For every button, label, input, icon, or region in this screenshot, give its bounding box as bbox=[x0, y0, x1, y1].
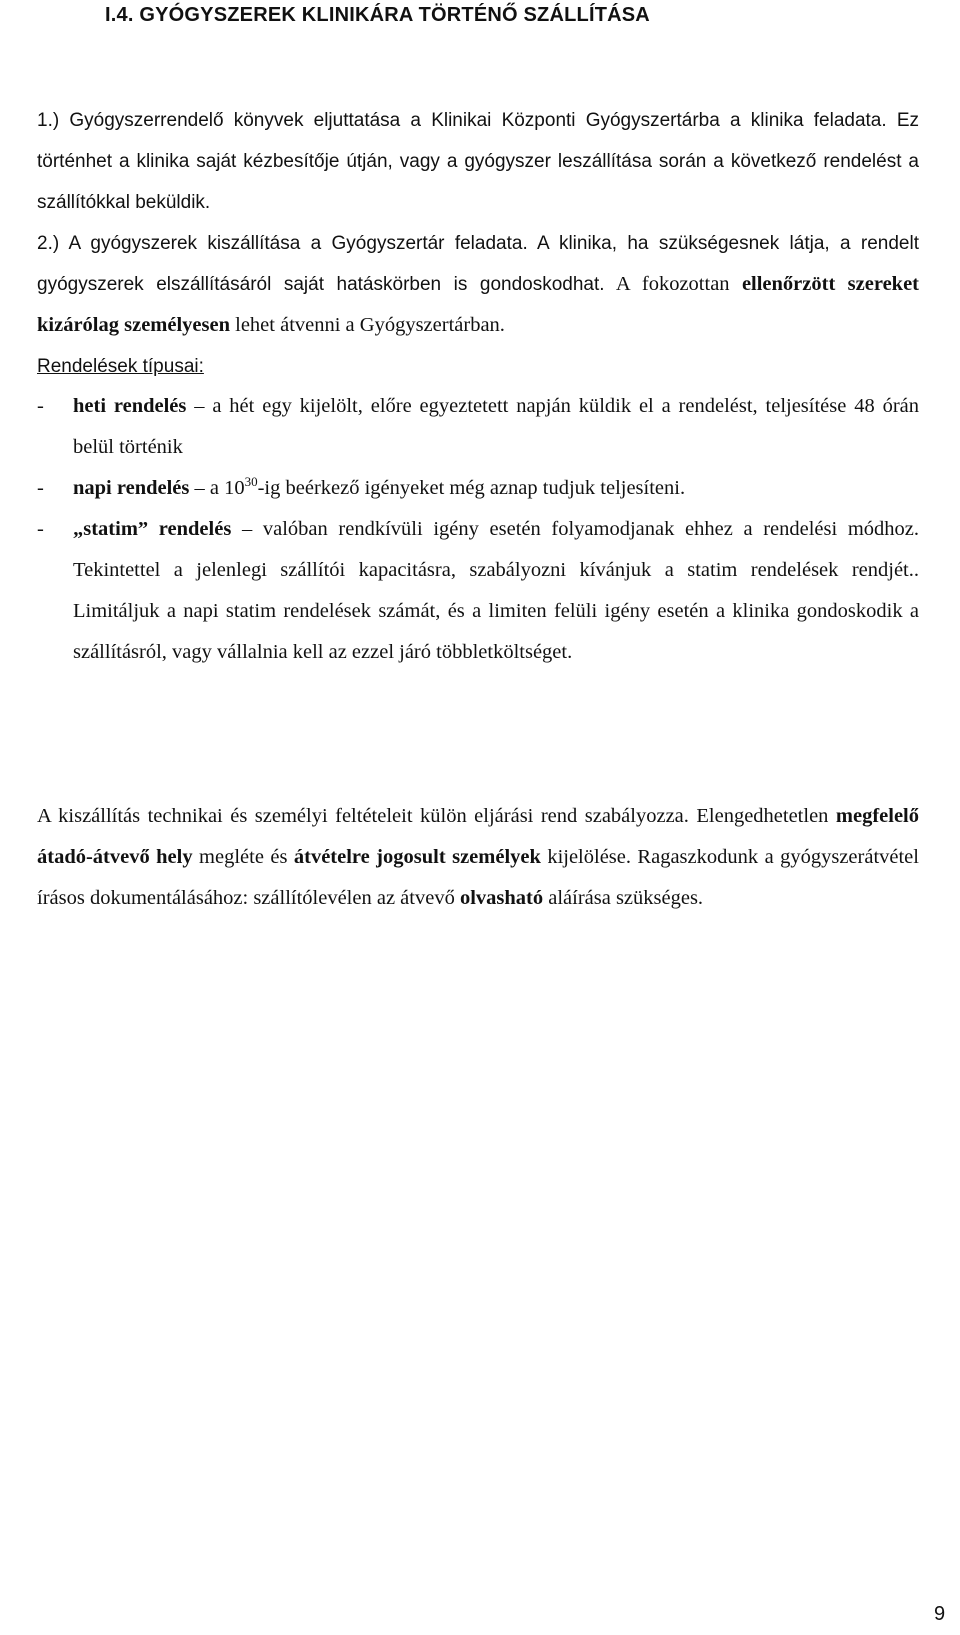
paragraph-3-bold-2: átvételre jogosult személyek bbox=[293, 846, 541, 868]
list-dash: - bbox=[37, 477, 44, 499]
list-item-daily-sup: 30 bbox=[244, 474, 258, 490]
paragraph-2-end: lehet átvenni a Gyógyszertárban. bbox=[230, 314, 505, 336]
list-item-statim-desc: – valóban rendkívüli igény esetén folyamodjanak ehhez a rendelési módhoz. Tekintettel a jelenlegi szállítói kapacitásra, szabályozni kívánjuk a statim rendelések rendjét.. Limitáljuk a napi statim rendelések számát, és a limiten felüli igény esetén a klinika gondoskodik a szállításról, vagy vállalnia kell az ezzel járó többletköltséget. bbox=[73, 518, 920, 663]
list-item-weekly bbox=[37, 386, 919, 468]
list-dash: - bbox=[37, 395, 44, 417]
list-item-daily-desc: -ig beérkező igényeket még aznap tudjuk teljesíteni. bbox=[257, 477, 686, 499]
section-heading: I.4. GYÓGYSZEREK KLINIKÁRA TÖRTÉNŐ SZÁLLÍTÁSA bbox=[105, 4, 650, 26]
paragraph-2-text bbox=[37, 223, 919, 346]
paragraph-2-bold-part: ellenőrzött szereket kizárólag személyesen bbox=[37, 273, 919, 336]
paragraph-1 bbox=[37, 100, 919, 223]
paragraph-3-part-2: megléte és bbox=[192, 846, 294, 868]
list-item-statim-bold: „statim” rendelés bbox=[73, 518, 232, 540]
paragraph-2-sans-part: 2.) A gyógyszerek kiszállítása a Gyógyszertár feladata. A klinika, ha szükségesnek látja, a rendelt gyógyszerek elszállításáról saját hatáskörben is gondoskodhat. bbox=[37, 233, 919, 295]
list-item-daily-text bbox=[73, 468, 919, 509]
list-item-statim bbox=[37, 509, 919, 673]
paragraph-2-serif-part: A fokozottan bbox=[604, 273, 742, 295]
list-item-daily-pre: – a 10 bbox=[189, 477, 245, 499]
paragraph-2 bbox=[37, 223, 919, 387]
list-item-statim-text bbox=[73, 509, 919, 673]
paragraph-3 bbox=[37, 796, 919, 919]
paragraph-3-bold-1: megfelelő átadó-átvevő hely bbox=[37, 805, 919, 868]
paragraph-3-bold-3: olvasható bbox=[459, 887, 544, 909]
page-number: 9 bbox=[934, 1603, 946, 1625]
paragraph-3-part-4: aláírása szükséges. bbox=[543, 887, 704, 909]
paragraph-3-text bbox=[37, 796, 919, 919]
order-types-title-text: Rendelések típusai: bbox=[37, 356, 204, 377]
paragraph-3-part-3: kijelölése. Ragaszkodunk a gyógyszerátvétel írásos dokumentálásához: szállítólevélen az átvevő bbox=[37, 846, 919, 909]
list-item-daily-bold: napi rendelés bbox=[73, 477, 190, 499]
order-types-list bbox=[37, 386, 919, 673]
list-item-weekly-text bbox=[73, 386, 919, 468]
paragraph-1-text: 1.) Gyógyszerrendelő könyvek eljuttatása a Klinikai Központi Gyógyszertárba a klinika feladata. Ez történhet a klinika saját kézbesítője útján, vagy a gyógyszer leszállítása során a következő rendelést a szállítókkal beküldik. bbox=[37, 110, 919, 213]
list-item-daily bbox=[37, 468, 919, 509]
paragraph-3-part-1: A kiszállítás technikai és személyi feltételeit külön eljárási rend szabályozza. Elengedhetetlen bbox=[37, 805, 836, 827]
list-dash: - bbox=[37, 518, 44, 540]
list-item-weekly-bold: heti rendelés bbox=[73, 395, 187, 417]
order-types-title bbox=[37, 346, 919, 387]
list-item-weekly-desc: – a hét egy kijelölt, előre egyeztetett napján küldik el a rendelést, teljesítése 48 órán belül történik bbox=[73, 395, 919, 458]
